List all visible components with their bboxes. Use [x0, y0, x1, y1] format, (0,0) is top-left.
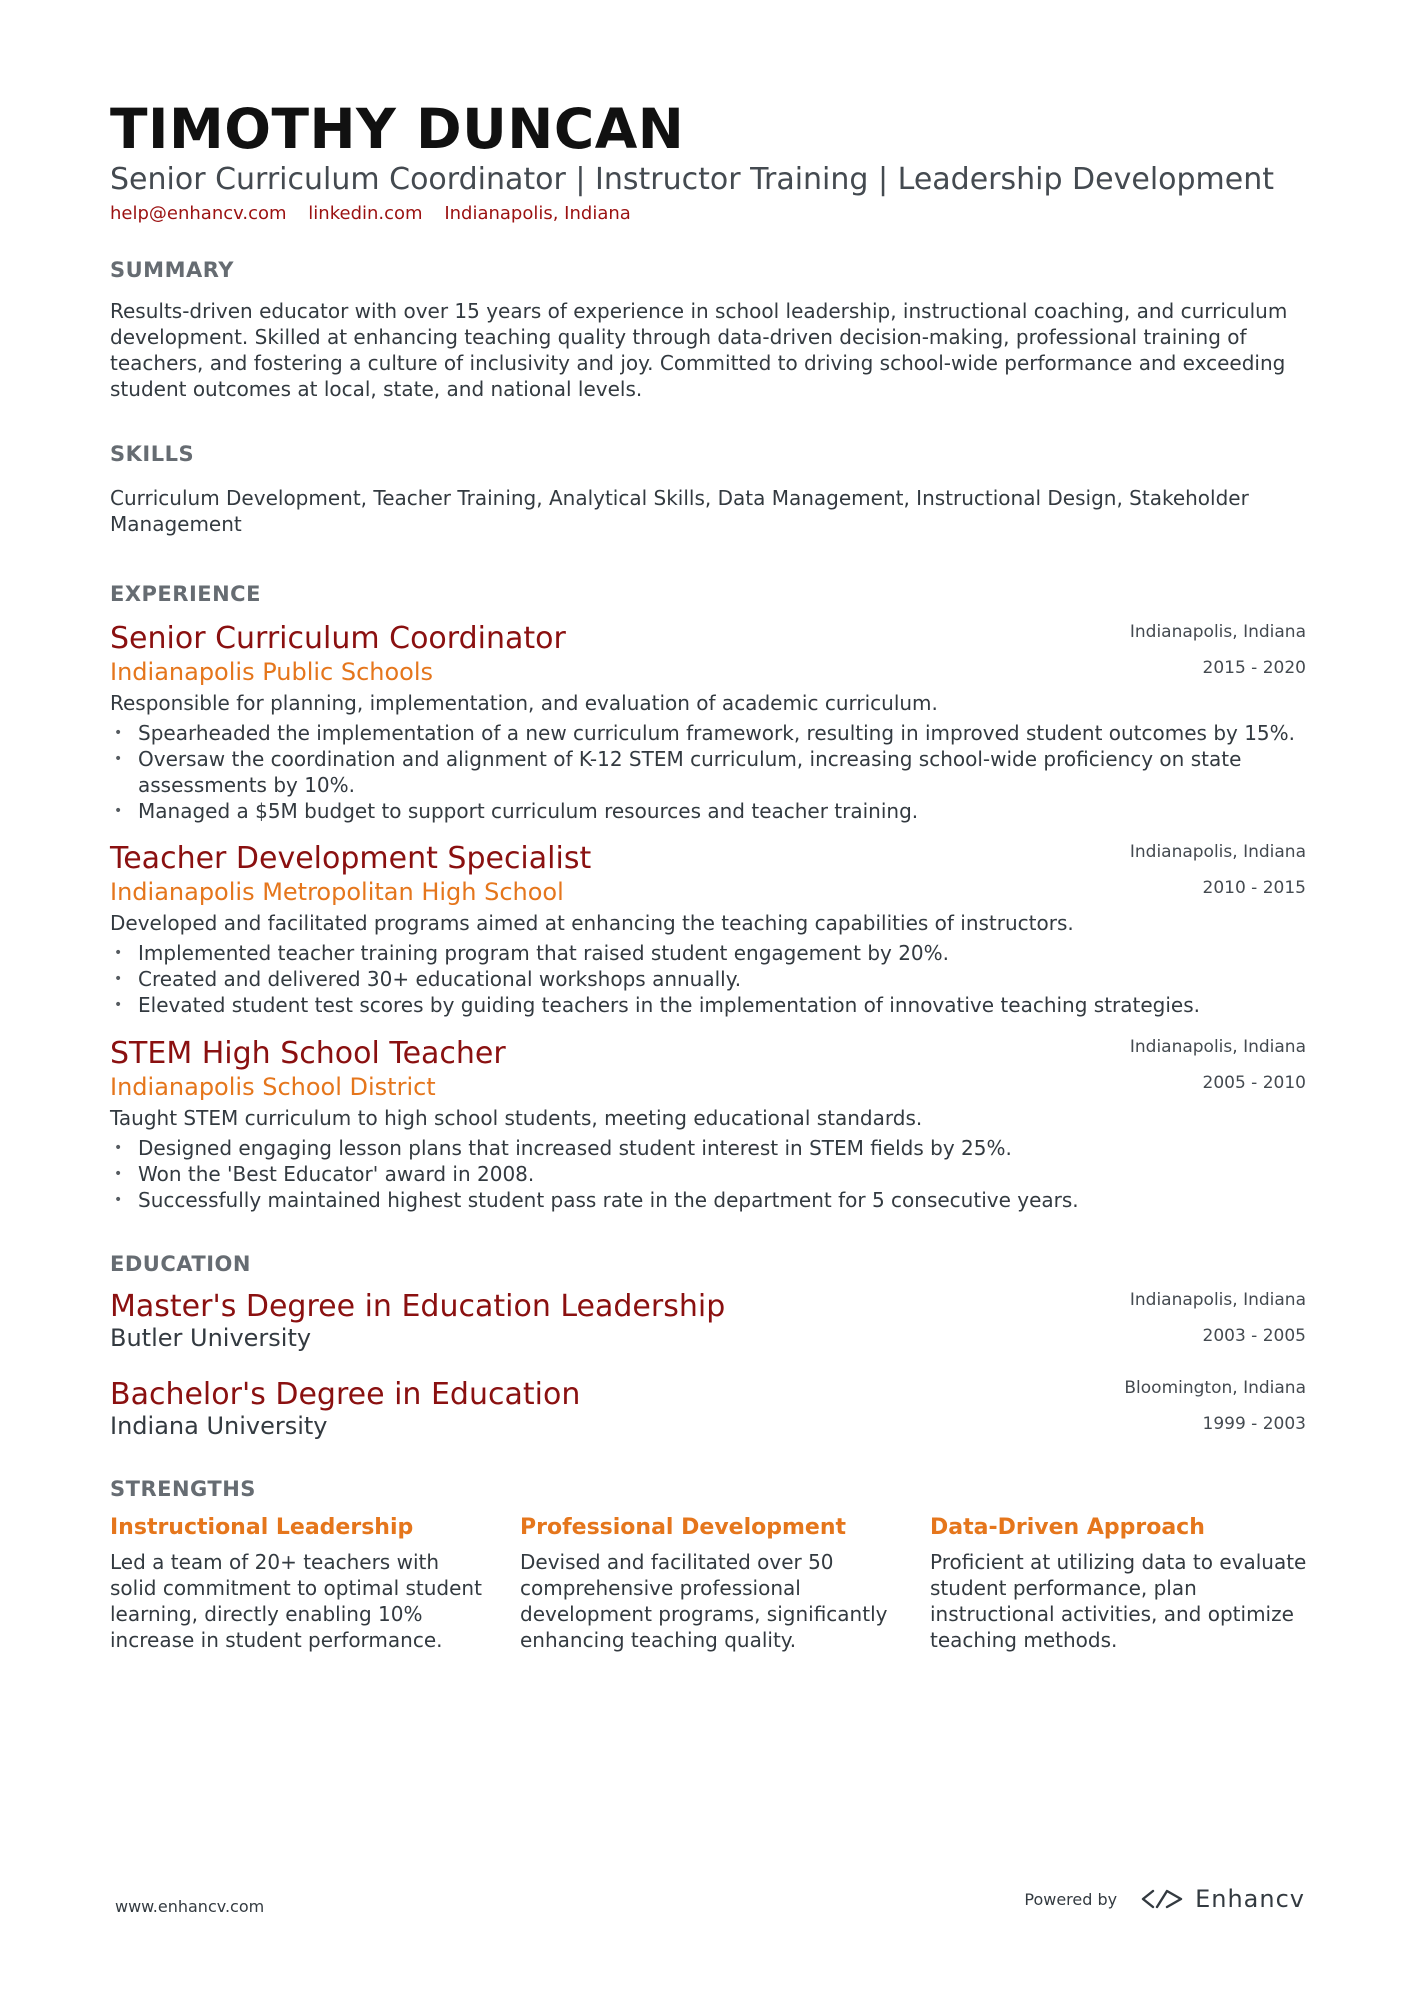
job-title: Teacher Development Specialist: [110, 841, 592, 876]
bullet-dot-icon: •: [114, 1166, 123, 1182]
strength-text: Led a team of 20+ teachers with solid commitment to optimal student learning, directly enabling 10% increase in student performance.: [110, 1550, 482, 1652]
bullet-dot-icon: •: [114, 725, 123, 741]
job-bullet: • Successfully maintained highest student pass rate in the department for 5 consecutive years.: [114, 1188, 1079, 1212]
bullet-dot-icon: •: [114, 751, 123, 767]
job-bullet: • Created and delivered 30+ educational workshops annually.: [114, 967, 742, 991]
job-bullets: [110, 720, 1306, 824]
education-school: Indiana University: [110, 1412, 328, 1440]
job-bullet: • Spearheaded the implementation of a new curriculum framework, resulting in improved student outcomes by 15%.: [114, 721, 1296, 745]
experience-heading: EXPERIENCE: [110, 582, 261, 606]
job-location: Indianapolis, Indiana: [1129, 622, 1306, 642]
job-location: Indianapolis, Indiana: [1129, 842, 1306, 862]
skills-text: Curriculum Development, Teacher Training, Analytical Skills, Data Management, Instructional Design, Stakeholder Management: [110, 486, 1249, 536]
bullet-dot-icon: •: [114, 803, 123, 819]
strength-item: [110, 1513, 490, 1653]
job-company: Indianapolis Public Schools: [110, 658, 434, 686]
summary-text: Results-driven educator with over 15 years of experience in school leadership, instructional coaching, and curriculum development. Skilled at enhancing teaching quality through data-driven decision-making, professional training of teachers, and fostering a culture of inclusivity and joy. Committed to driving school-wide performance and exceeding student outcomes at local, state, and national levels.: [110, 299, 1288, 401]
skills-heading: SKILLS: [110, 442, 195, 466]
contact-line: [110, 202, 647, 226]
job-description: Taught STEM curriculum to high school students, meeting educational standards.: [110, 1106, 923, 1130]
education-dates: 2003 - 2005: [1202, 1326, 1306, 1346]
job-company: Indianapolis Metropolitan High School: [110, 878, 564, 906]
education-location: Bloomington, Indiana: [1124, 1378, 1306, 1398]
footer-branding: [1024, 1885, 1305, 1913]
strength-item: [930, 1513, 1310, 1653]
bullet-dot-icon: •: [114, 1192, 123, 1208]
job-bullet: • Elevated student test scores by guiding teachers in the implementation of innovative teaching strategies.: [114, 993, 1201, 1017]
education-dates: 1999 - 2003: [1202, 1414, 1306, 1434]
job-bullets: [110, 1135, 1306, 1213]
job-bullet: • Won the 'Best Educator' award in 2008.: [114, 1162, 535, 1186]
strength-title: Data-Driven Approach: [930, 1515, 1205, 1540]
education-school: Butler University: [110, 1324, 312, 1352]
strengths-heading: STRENGTHS: [110, 1477, 256, 1501]
job-bullet: • Implemented teacher training program that raised student engagement by 20%.: [114, 941, 950, 965]
summary-heading: SUMMARY: [110, 258, 234, 282]
strength-text: Devised and facilitated over 50 comprehensive professional development programs, significantly enhancing teaching quality.: [520, 1550, 888, 1652]
powered-by-label: Powered by: [1024, 1889, 1118, 1909]
brand-name: Enhancv: [1195, 1885, 1305, 1913]
candidate-name: TIMOTHY DUNCAN: [110, 97, 685, 161]
job-title: STEM High School Teacher: [110, 1036, 506, 1071]
candidate-headline: Senior Curriculum Coordinator | Instructor Training | Leadership Development: [110, 162, 1275, 197]
job-bullet: • Oversaw the coordination and alignment of K-12 STEM curriculum, increasing school-wide proficiency on state assessments by 10%.: [114, 747, 1242, 797]
education-location: Indianapolis, Indiana: [1129, 1290, 1306, 1310]
strength-item: [520, 1513, 900, 1653]
job-description: Developed and facilitated programs aimed at enhancing the teaching capabilities of instructors.: [110, 911, 1074, 935]
job-bullet: • Managed a $5M budget to support curriculum resources and teacher training.: [114, 799, 919, 823]
job-dates: 2005 - 2010: [1202, 1073, 1306, 1093]
enhancv-logo-icon: [1139, 1887, 1185, 1911]
contact-email-link[interactable]: help@enhancv.com: [110, 203, 287, 224]
bullet-dot-icon: •: [114, 1140, 123, 1156]
bullet-dot-icon: •: [114, 945, 123, 961]
contact-location: Indianapolis, Indiana: [444, 203, 631, 224]
job-dates: 2010 - 2015: [1202, 878, 1306, 898]
education-degree: Bachelor's Degree in Education: [110, 1377, 581, 1412]
job-description: Responsible for planning, implementation, and evaluation of academic curriculum.: [110, 691, 938, 715]
education-heading: EDUCATION: [110, 1252, 251, 1276]
footer-url-link[interactable]: www.enhancv.com: [115, 1897, 265, 1916]
education-degree: Master's Degree in Education Leadership: [110, 1289, 726, 1324]
strength-title: Instructional Leadership: [110, 1515, 414, 1540]
job-dates: 2015 - 2020: [1202, 658, 1306, 678]
resume-page: [110, 0, 1306, 1995]
job-company: Indianapolis School District: [110, 1073, 436, 1101]
strength-title: Professional Development: [520, 1515, 847, 1540]
job-bullets: [110, 940, 1306, 1018]
job-title: Senior Curriculum Coordinator: [110, 621, 566, 656]
job-location: Indianapolis, Indiana: [1129, 1037, 1306, 1057]
bullet-dot-icon: •: [114, 997, 123, 1013]
bullet-dot-icon: •: [114, 971, 123, 987]
strength-text: Proficient at utilizing data to evaluate student performance, plan instructional activities, and optimize teaching methods.: [930, 1550, 1307, 1652]
contact-linkedin-link[interactable]: linkedin.com: [308, 203, 423, 224]
enhancv-brand-link[interactable]: [1139, 1885, 1305, 1913]
job-bullet: • Designed engaging lesson plans that increased student interest in STEM fields by 25%.: [114, 1136, 1012, 1160]
